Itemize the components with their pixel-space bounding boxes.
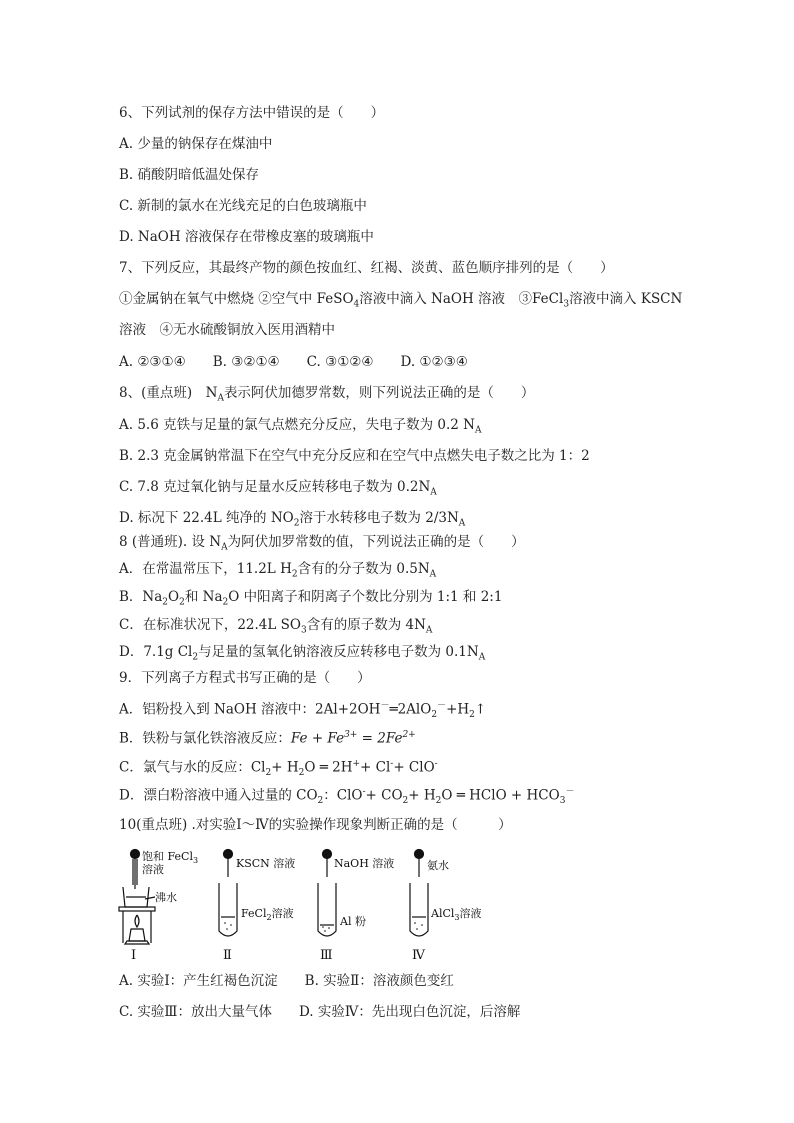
dropper-3-icon [323,850,332,878]
q8b-option-d: D．7.1g $Cl_2$与足量的氢氧化钠溶液反应转移电子数为 $0.1N_A$ [119,644,486,663]
q10-stem: 10(重点班) .对实验Ⅰ～Ⅳ的实验操作现象判断正确的是（ ） [119,817,512,833]
q9-option-a: A．铝粉投入到 NaOH 溶液中：$2Al+2OH^-═2AlO_2^-+H_2↑$ [119,701,487,721]
label-fecl2: FeCl$_2$溶液 [241,907,294,922]
label-exp-3: Ⅲ [320,948,333,963]
q8a-option-d: D. 标况下 22.4L 纯净的 $NO_2$溶于水转移电子数为 $2/3N_A$ [119,510,466,529]
label-sat-fecl3-2: 溶液 [142,863,164,876]
dropper-1-icon [131,850,140,890]
q6-option-a: A. 少量的钠保存在煤油中 [119,136,273,152]
q9-option-c: C．氯气与水的反应：$Cl_2+ H_2O$ ═ 2H++ Cl-+ ClO- [119,759,438,779]
burner-flame-icon [135,915,139,927]
label-exp-2: Ⅱ [223,948,232,963]
q9-option-b: B．铁粉与氯化铁溶液反应：$Fe + Fe^{3+} = 2Fe^{2+}$ [119,730,416,747]
q9-stem: 9．下列离子方程式书写正确的是（ ） [119,670,371,686]
label-alcl3: AlCl$_3$溶液 [431,907,482,922]
q7-stem: 7、下列反应，其最终产物的颜色按血红、红褐、淡黄、蓝色顺序排列的是（ ） [119,260,614,276]
q8a-stem: 8、(重点班) $N_A$表示阿伏加德罗常数，则下列说法正确的是（ ） [119,385,535,404]
label-exp-1: Ⅰ [131,948,137,963]
q10-options-ab: A. 实验Ⅰ：产生红褐色沉淀 B. 实验Ⅱ：溶液颜色变红 [119,973,454,989]
q7-items: ①金属钠在氧气中燃烧 ②空气中 FeSO$_4$溶液中滴入 NaOH 溶液 ③FeCl$_3$溶液中滴入 KSCN [119,291,683,310]
q8a-option-c: C. 7.8 克过氧化钠与足量水反应转移电子数为 $0.2N_A$ [119,479,437,498]
q10-apparatus-figure [115,845,495,963]
q7-items-cont: 溶液 ④无水硫酸铜放入医用酒精中 [119,322,335,338]
q8a-option-a: A. 5.6 克铁与足量的氯气点燃充分反应，失电子数为 0.2 $N_A$ [119,417,482,436]
q10-options-cd: C. 实验Ⅲ：放出大量气体 D. 实验Ⅳ：先出现白色沉淀，后溶解 [119,1004,521,1020]
label-kscn: KSCN 溶液 [236,857,296,870]
label-al-powder: Al 粉 [340,915,366,928]
q8b-option-a: A．在常温常压下，11.2L $H_2$含有的分子数为 $0.5N_A$ [119,561,437,580]
q7-options: A. ②③①④ B. ③②①④ C. ③①②④ D. ①②③④ [119,354,468,370]
label-sat-fecl3: 饱和 FeCl$_3$ [142,850,199,865]
label-boiling-water: 沸水 [155,891,177,904]
dropper-4-icon [415,850,424,878]
q6-option-b: B. 硝酸阴暗低温处保存 [119,167,260,183]
test-tube-3-icon [318,883,336,936]
label-ammonia: 氨水 [427,859,449,872]
beaker-label-leader [145,897,155,899]
q8b-option-b: B．$Na_2O_2$和 $Na_2O$ 中阳离子和阴离子个数比分别为 1:1 和 2:1 [119,589,503,608]
q8b-option-c: C．在标准状况下，22.4L $SO_3$含有的原子数为 $4N_A$ [119,617,433,636]
q9-option-d: D．漂白粉溶液中通入过量的 $CO_2$：$ClO^-+ CO_2+ H_2O$ ═ HClO + $HCO_3^-$ [119,787,575,807]
q6-stem: 6、下列试剂的保存方法中错误的是（ ） [119,105,385,121]
dropper-2-icon [224,850,233,878]
label-exp-4: Ⅳ [412,948,425,963]
burner-icon [129,929,145,941]
label-naoh: NaOH 溶液 [334,857,395,870]
q8a-option-b: B. 2.3 克金属钠常温下在空气中充分反应和在空气中点燃失电子数之比为 1：2 [119,448,590,464]
q6-option-c: C. 新制的氯水在光线充足的白色玻璃瓶中 [119,198,367,214]
q8b-stem: 8 (普通班). 设 $N_A$为阿伏加罗常数的值，下列说法正确的是（ ） [119,534,525,553]
test-tube-2-icon [219,883,237,936]
wire-gauze-icon [119,907,155,911]
q6-option-d: D. NaOH 溶液保存在带橡皮塞的玻璃瓶中 [119,229,374,245]
test-tube-4-icon [410,883,428,936]
